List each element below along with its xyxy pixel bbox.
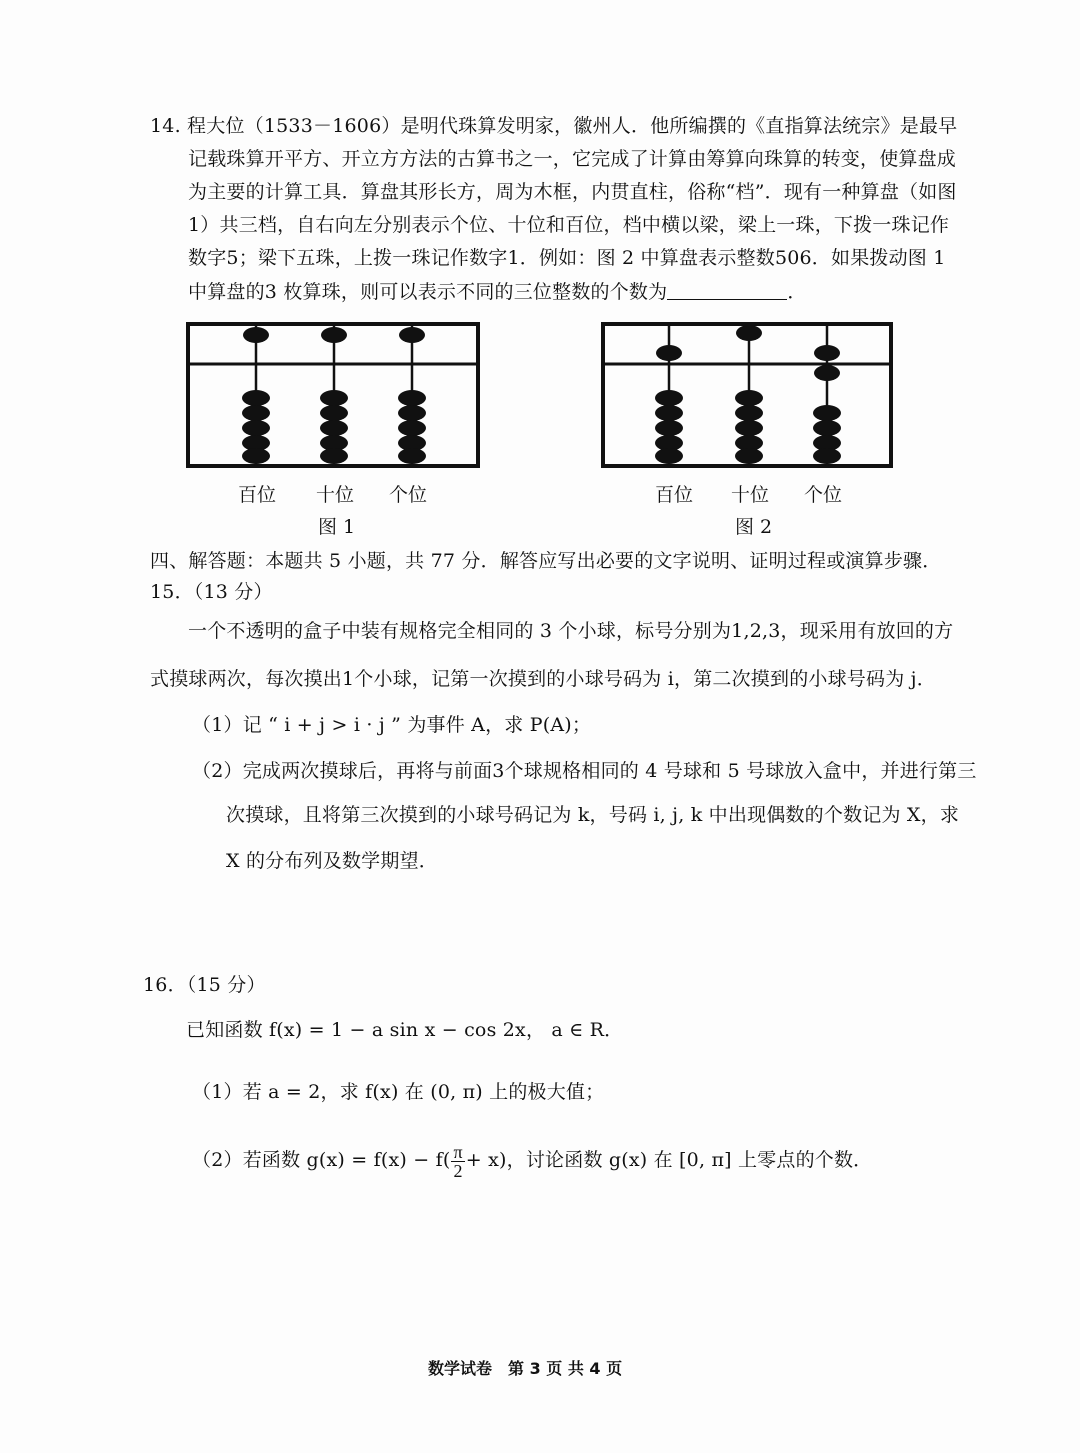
q15-header: 15．（13 分） [150, 581, 273, 603]
fig1-label-tens: 十位 [316, 484, 355, 506]
q14-line6-text: 中算盘的3 枚算珠，则可以表示不同的三位整数的个数为 [188, 281, 668, 303]
fig1-label-ones: 个位 [389, 484, 428, 506]
section-4-header: 四、解答题：本题共 5 小题，共 77 分．解答应写出必要的文字说明、证明过程或演算步骤． [150, 550, 942, 572]
q16-sub2-post: + x)，讨论函数 g(x) 在 [0, π] 上零点的个数． [465, 1149, 873, 1171]
abacus-figure-1 [186, 322, 480, 468]
q15-sub2-line3: X 的分布列及数学期望． [226, 850, 438, 872]
bead [399, 327, 425, 343]
bead [321, 327, 347, 343]
fig2-caption: 图 2 [735, 516, 773, 538]
q14-line1: 14. 程大位（1533－1606）是明代珠算发明家，徽州人．他所编撰的《直指算法统宗》是最早 [150, 115, 958, 137]
q14-line4: 1）共三档，自右向左分别表示个位、十位和百位，档中横以梁，梁上一珠，下拨一珠记作 [188, 214, 950, 236]
fig2-label-hundreds: 百位 [655, 484, 694, 506]
q16-sub1: （1）若 a = 2，求 f(x) 在 (0, π) 上的极大值； [192, 1081, 605, 1103]
abacus-figure-2 [601, 322, 893, 468]
answer-blank [667, 281, 787, 300]
pi-over-2-fraction [451, 1143, 464, 1180]
q15-sub1: （1）记 “ i + j > i · j ” 为事件 A，求 P(A)； [192, 714, 592, 736]
q16-para1: 已知函数 f(x) = 1 − a sin x − cos 2x， a ∈ R． [186, 1019, 624, 1041]
q15-para2: 式摸球两次，每次摸出1个小球，记第一次摸到的小球号码为 i，第二次摸到的小球号码为 j． [150, 668, 936, 690]
q15-para1: 一个不透明的盒子中装有规格完全相同的 3 个小球，标号分别为1,2,3，现采用有放回的方 [188, 620, 954, 642]
q14-line3: 为主要的计算工具．算盘其形长方，周为木框，内贯直柱，俗称“档”．现有一种算盘（如图 [188, 181, 957, 203]
fig1-caption: 图 1 [318, 516, 356, 538]
q16-sub2 [192, 1140, 872, 1180]
fig2-label-tens: 十位 [731, 484, 770, 506]
q14-line2: 记载珠算开平方、开立方方法的古算书之一，它完成了计算由筹算向珠算的转变，使算盘成 [188, 148, 957, 170]
fig1-label-hundreds: 百位 [238, 484, 277, 506]
bead [243, 327, 269, 343]
q14-line6 [188, 280, 807, 304]
fraction-numerator: π [453, 1141, 463, 1162]
q16-sub2-pre: （2）若函数 g(x) = f(x) − f( [192, 1149, 451, 1171]
q16-header: 16．（15 分） [143, 974, 266, 996]
q14-line5: 数字5；梁下五珠，上拨一珠记作数字1．例如：图 2 中算盘表示整数506．如果拨动图 1 [188, 247, 946, 269]
page-footer: 数学试卷 第 3 页 共 4 页 [428, 1359, 623, 1378]
fig2-label-ones: 个位 [804, 484, 843, 506]
q15-sub2-line1: （2）完成两次摸球后，再将与前面3个球规格相同的 4 号球和 5 号球放入盒中，并进行第三 [192, 760, 977, 782]
fraction-denominator: 2 [453, 1160, 463, 1181]
q15-sub2-line2: 次摸球，且将第三次摸到的小球号码记为 k，号码 i, j, k 中出现偶数的个数记为 X，求 [226, 804, 960, 826]
q14-line6-end: ． [787, 281, 807, 303]
